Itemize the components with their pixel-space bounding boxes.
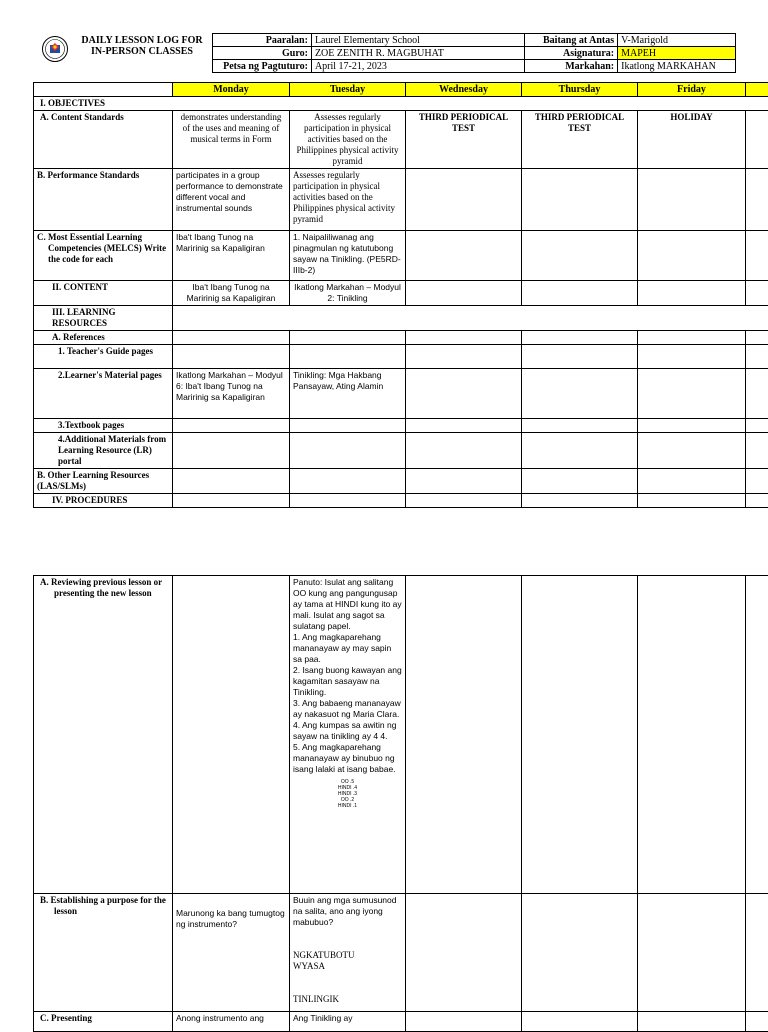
teacher-label: Guro: [213,47,312,60]
row-label-learners-material: 2.Learner's Material pages [34,369,173,419]
grade-value: V-Marigold [618,34,736,47]
empty-cell [638,169,746,231]
row-label-reviewing: A. Reviewing previous lesson or presenting the new lesson [34,576,173,894]
extra-header [746,83,768,97]
empty-cell [406,369,522,419]
school-label: Paaralan: [213,34,312,47]
empty-cell [290,494,406,508]
content-tuesday: Ikatlong Markahan – Modyul 2: Tinikling [290,281,406,306]
row-label-other-resources: B. Other Learning Resources (LAS/SLMs) [34,469,173,494]
row-label-teachers-guide: 1. Teacher's Guide pages [34,345,173,369]
corner-cell [34,83,173,97]
answer-key [293,779,402,809]
reviewing-item-5: 5. Ang magkaparehang mananayaw ay binubuo ng isang lalaki at isang babae. [293,742,402,775]
empty-cell [406,169,522,231]
reviewing-instructions: Panuto: Isulat ang salitang OO kung ang pangungusap ay tama at HINDI kung ito ay mali. Isulat ang sagot sa sulatang papel. [293,577,402,632]
empty-cell [406,281,522,306]
reviewing-item-2: 2. Isang buong kawayan ang kagamitan sasayaw na Tinikling. [293,665,402,698]
content-standards-friday: HOLIDAY [638,111,746,169]
empty-cell [406,469,522,494]
purpose-question: Buuin ang mga sumusunod na salita, ano ang iyong mabubuo? [293,895,402,928]
reviewing-item-3: 3. Ang babaeng mananayaw ay nakasuot ng Maria Clara. [293,698,402,720]
presenting-tuesday: Ang Tinikling ay [290,1012,406,1032]
day-header-monday: Monday [173,83,290,97]
empty-cell [522,494,638,508]
empty-cell [746,345,768,369]
school-value: Laurel Elementary School [311,34,524,47]
empty-cell [522,894,638,1012]
empty-cell [746,894,768,1012]
empty-cell [522,369,638,419]
content-standards-monday: demonstrates understanding of the uses and meaning of musical terms in Form [173,111,290,169]
scrambled-word-2: WYASA [293,961,402,972]
row-label-content-standards: A. Content Standards [34,111,173,169]
row-label-references: A. References [34,331,173,345]
empty-cell [746,469,768,494]
empty-cell [173,469,290,494]
title-line-1: DAILY LESSON LOG FOR [72,35,212,46]
section-objectives: I. OBJECTIVES [34,97,768,111]
empty-cell [406,894,522,1012]
empty-cell [290,345,406,369]
scrambled-word-3: TINLINGIK [293,994,402,1005]
empty-cell [290,419,406,433]
empty-cell [290,433,406,469]
empty-cell [522,281,638,306]
empty-cell [638,433,746,469]
empty-cell [522,433,638,469]
empty-cell [746,1012,768,1032]
melcs-monday: Iba't Ibang Tunog na Maririnig sa Kapaligiran [173,231,290,281]
day-header-thursday: Thursday [522,83,638,97]
quarter-label: Markahan: [525,60,618,73]
reviewing-tuesday [290,576,406,894]
day-header-tuesday: Tuesday [290,83,406,97]
empty-cell [406,345,522,369]
empty-cell [746,111,768,169]
day-header-wednesday: Wednesday [406,83,522,97]
content-standards-tuesday: Assesses regularly participation in physical activities based on the Philippines physical activity pyramid [290,111,406,169]
empty-cell [522,345,638,369]
empty-cell [406,494,522,508]
subject-value: MAPEH [618,47,736,60]
grade-label: Baitang at Antas [525,34,618,47]
row-label-melcs: C. Most Essential Learning Competencies (MELCS) Write the code for each [34,231,173,281]
presenting-monday: Anong instrumento ang [173,1012,290,1032]
purpose-monday-text: Marunong ka bang tumugtog ng instrumento? [176,908,285,929]
row-label-additional-materials: 4.Additional Materials from Learning Resource (LR) portal [34,433,173,469]
empty-cell [746,576,768,894]
empty-cell [406,576,522,894]
performance-standards-monday: participates in a group performance to demonstrate different vocal and instrumental sounds [173,169,290,231]
empty-cell [173,419,290,433]
empty-cell [522,169,638,231]
empty-cell [638,494,746,508]
document-title [72,35,212,57]
empty-cell [290,469,406,494]
content-standards-thursday: THIRD PERIODICAL TEST [522,111,638,169]
empty-cell [638,1012,746,1032]
empty-cell [406,331,522,345]
empty-cell [406,433,522,469]
header-info-table [212,33,736,73]
reviewing-item-1: 1. Ang magkaparehang mananayaw ay may sapin sa paa. [293,632,402,665]
empty-cell [746,331,768,345]
procedures-table [33,575,768,1032]
empty-cell [638,331,746,345]
empty-cell [522,419,638,433]
row-label-content: II. CONTENT [34,281,173,306]
empty-cell [746,369,768,419]
empty-cell [522,331,638,345]
content-monday: Iba't Ibang Tunog na Maririnig sa Kapaligiran [173,281,290,306]
empty-cell [746,169,768,231]
empty-cell [173,433,290,469]
answer-key-line: OO .2 [293,797,402,803]
answer-key-line: OO .5 [293,779,402,785]
empty-cell [522,469,638,494]
empty-cell [638,231,746,281]
empty-cell [173,345,290,369]
empty-cell [746,281,768,306]
row-label-purpose: B. Establishing a purpose for the lesson [34,894,173,1012]
empty-cell [173,494,290,508]
empty-cell [406,231,522,281]
content-standards-wednesday: THIRD PERIODICAL TEST [406,111,522,169]
reviewing-item-4: 4. Ang kumpas sa awitin ng sayaw na tinikling ay 4 4. [293,720,402,742]
date-label: Petsa ng Pagtuturo: [213,60,312,73]
performance-standards-tuesday: Assesses regularly participation in physical activities based on the Philippines physical activity pyramid [290,169,406,231]
day-header-friday: Friday [638,83,746,97]
subject-label: Asignatura: [525,47,618,60]
teacher-value: ZOE ZENITH R. MAGBUHAT [311,47,524,60]
empty-cell [746,231,768,281]
empty-cell [522,1012,638,1032]
row-label-textbook: 3.Textbook pages [34,419,173,433]
quarter-value: Ikatlong MARKAHAN [618,60,736,73]
empty-cell [746,433,768,469]
scrambled-word-1: NGKATUBOTU [293,950,402,961]
empty-cell [638,894,746,1012]
row-label-presenting: C. Presenting [34,1012,173,1032]
empty-cell [638,369,746,419]
empty-cell [173,306,768,331]
melcs-tuesday: 1. Naipaliliwanag ang pinagmulan ng katutubong sayaw na Tinikling. (PE5RD-IIIb-2) [290,231,406,281]
empty-cell [638,345,746,369]
answer-key-line: HINDI .3 [293,791,402,797]
row-label-performance-standards: B. Performance Standards [34,169,173,231]
empty-cell [173,331,290,345]
empty-cell [638,576,746,894]
answer-key-line: HINDI .4 [293,785,402,791]
deped-seal-icon [42,36,68,62]
empty-cell [522,231,638,281]
learners-material-tuesday: Tinikling: Mga Hakbang Pansayaw, Ating Alamin [290,369,406,419]
purpose-tuesday [290,894,406,1012]
empty-cell [173,576,290,894]
empty-cell [638,419,746,433]
date-value: April 17-21, 2023 [311,60,524,73]
purpose-monday [173,894,290,1012]
learners-material-monday: Ikatlong Markahan – Modyul 6: Iba't Ibang Tunog na Maririnig sa Kapaligiran [173,369,290,419]
empty-cell [290,331,406,345]
empty-cell [522,576,638,894]
empty-cell [406,1012,522,1032]
title-line-2: IN-PERSON CLASSES [72,46,212,57]
section-procedures: IV. PROCEDURES [34,494,173,508]
empty-cell [746,419,768,433]
answer-key-line: HINDI .1 [293,803,402,809]
empty-cell [638,469,746,494]
empty-cell [746,494,768,508]
empty-cell [638,281,746,306]
empty-cell [406,419,522,433]
lesson-log-table [33,82,768,508]
section-learning-resources: III. LEARNING RESOURCES [34,306,173,331]
